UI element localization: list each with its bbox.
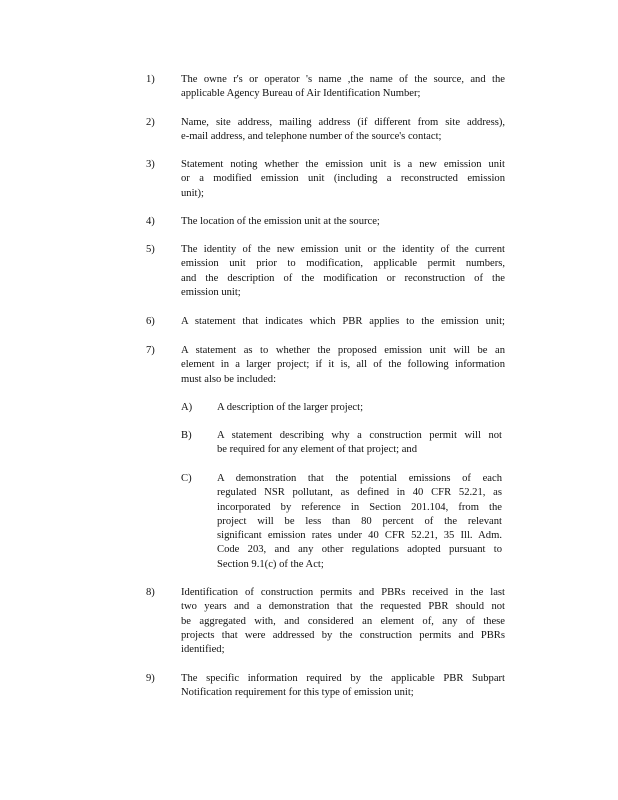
text-line: projects that were addressed by the construction permits and PBRs bbox=[181, 629, 505, 641]
sub-item-letter: C) bbox=[181, 473, 192, 484]
item-number: 8) bbox=[146, 587, 155, 598]
item-number: 5) bbox=[146, 244, 155, 255]
text-line: The owne r's or operator 's name ,the name of the source, and the bbox=[181, 74, 505, 85]
sub-item-letter: A) bbox=[181, 402, 193, 413]
item-text bbox=[181, 243, 505, 300]
text-line: project will be less than 80 percent of the relevant bbox=[217, 515, 502, 527]
item-number: 2) bbox=[146, 117, 155, 128]
text-line: Identification of construction permits and PBRs received in the last bbox=[181, 587, 505, 598]
item-text bbox=[181, 586, 505, 657]
text-line: e-mail address, and telephone number of the source's contact; bbox=[181, 131, 442, 143]
text-line: and the description of the modification or reconstruction of the bbox=[181, 272, 505, 284]
text-line: A demonstration that the potential emissions of each bbox=[217, 473, 502, 484]
sub-item-text bbox=[217, 472, 502, 572]
text-line: incorporated by reference in Section 201.104, from the bbox=[217, 501, 502, 513]
text-line: be required for any element of that project; and bbox=[217, 444, 418, 456]
text-line: A statement that indicates which PBR applies to the emission unit; bbox=[181, 316, 505, 327]
text-line: identified; bbox=[181, 644, 225, 656]
text-line: The location of the emission unit at the source; bbox=[181, 216, 380, 227]
item-number: 4) bbox=[146, 216, 155, 227]
item-text bbox=[181, 158, 505, 201]
item-text bbox=[181, 315, 505, 329]
text-line: Statement noting whether the emission unit is a new emission unit bbox=[181, 159, 505, 170]
item-number: 9) bbox=[146, 673, 155, 684]
sub-item-text bbox=[217, 429, 502, 458]
item-text bbox=[181, 116, 505, 145]
item-number: 3) bbox=[146, 159, 155, 170]
text-line: A description of the larger project; bbox=[217, 402, 364, 413]
item-number: 6) bbox=[146, 316, 155, 327]
text-line: The identity of the new emission unit or the identity of the current bbox=[181, 244, 505, 255]
text-line: element in a larger project; if it is, all of the following information bbox=[181, 359, 505, 371]
text-line: or a modified emission unit (including a reconstructed emission bbox=[181, 173, 505, 185]
item-text bbox=[181, 672, 505, 701]
text-line: A statement as to whether the proposed emission unit will be an bbox=[181, 345, 505, 356]
text-line: Code 203, and any other regulations adopted pursuant to bbox=[217, 544, 502, 556]
item-text bbox=[181, 73, 505, 102]
text-line: emission unit; bbox=[181, 286, 241, 298]
text-line: regulated NSR pollutant, as defined in 40 CFR 52.21, as bbox=[217, 487, 502, 499]
item-text bbox=[181, 344, 505, 387]
text-line: two years and a demonstration that the requested PBR should not bbox=[181, 601, 505, 613]
text-line: The specific information required by the applicable PBR Subpart bbox=[181, 673, 505, 684]
item-number: 1) bbox=[146, 74, 155, 85]
item-text bbox=[181, 215, 505, 229]
text-line: applicable Agency Bureau of Air Identification Number; bbox=[181, 88, 421, 100]
text-line: emission unit prior to modification, applicable permit numbers, bbox=[181, 258, 505, 270]
text-line: Name, site address, mailing address (if different from site address), bbox=[181, 117, 505, 128]
text-line: Section 9.1(c) of the Act; bbox=[217, 558, 324, 570]
text-line: A statement describing why a construction permit will not bbox=[217, 430, 502, 441]
text-line: must also be included: bbox=[181, 373, 277, 385]
sub-item-text bbox=[217, 401, 502, 415]
text-line: significant emission rates under 40 CFR 52.21, 35 Ill. Adm. bbox=[217, 530, 502, 542]
text-line: unit); bbox=[181, 187, 204, 199]
text-line: be aggregated with, and considered an element of, any of these bbox=[181, 615, 505, 627]
text-line: Notification requirement for this type of emission unit; bbox=[181, 687, 414, 699]
item-number: 7) bbox=[146, 345, 155, 356]
sub-item-letter: B) bbox=[181, 430, 192, 441]
